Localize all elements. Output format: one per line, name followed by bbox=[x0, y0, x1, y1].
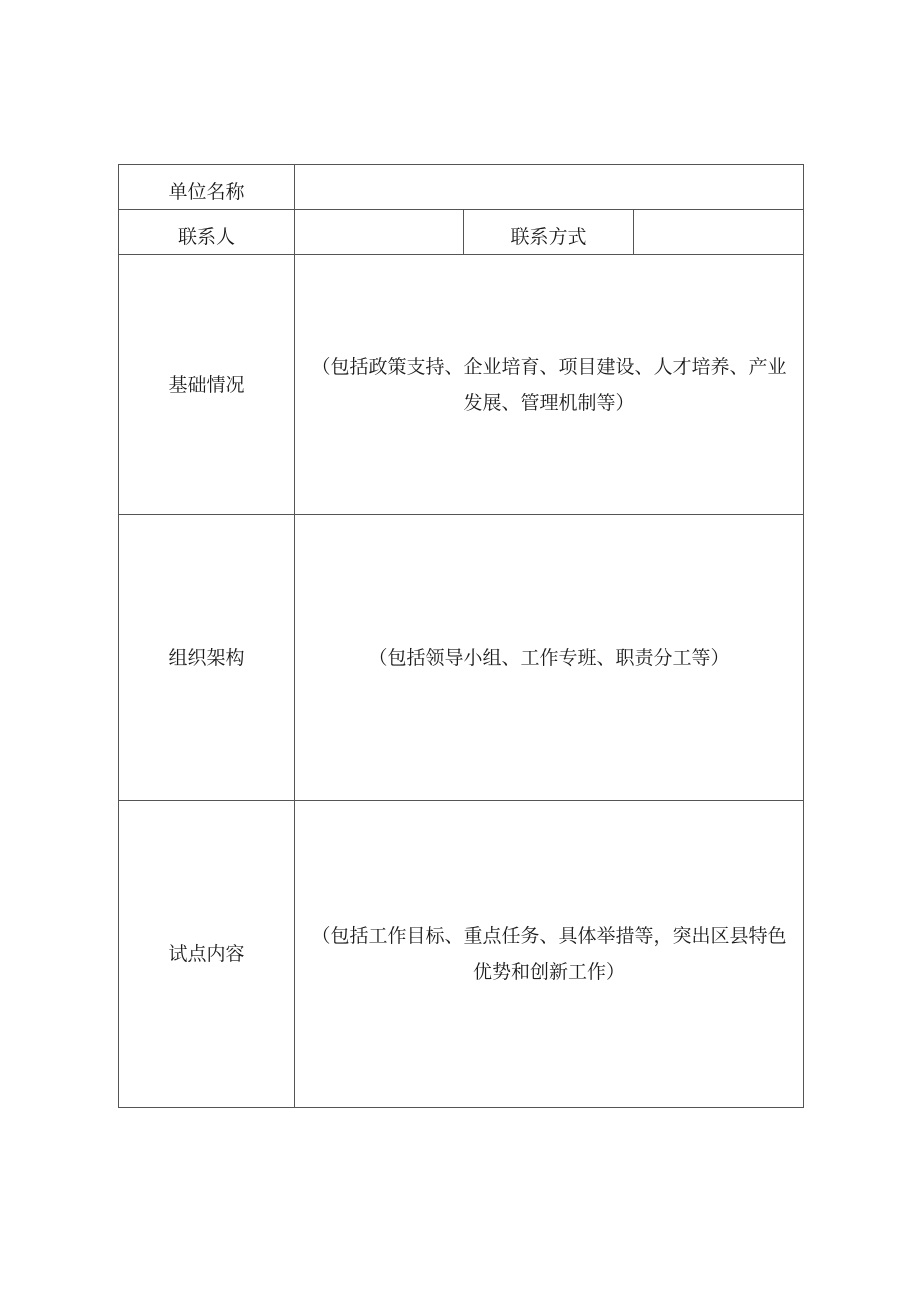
pilot-content-label-cell bbox=[119, 801, 295, 1108]
contact-person-label: 联系人 bbox=[177, 226, 235, 248]
basic-situation-field[interactable] bbox=[295, 255, 804, 515]
row-basic-situation bbox=[119, 255, 804, 515]
contact-method-label: 联系方式 bbox=[510, 226, 587, 248]
contact-person-field[interactable] bbox=[295, 210, 464, 255]
pilot-content-hint-line2: 优势和创新工作） bbox=[473, 961, 626, 983]
row-unit-name bbox=[119, 165, 804, 210]
row-pilot-content bbox=[119, 801, 804, 1108]
basic-situation-hint-line2: 发展、管理机制等） bbox=[463, 391, 635, 414]
pilot-content-label: 试点内容 bbox=[168, 943, 245, 965]
unit-name-field[interactable] bbox=[295, 165, 804, 210]
organization-label: 组织架构 bbox=[168, 646, 245, 669]
basic-situation-hint-line1: （包括政策支持、企业培育、项目建设、人才培养、产业 bbox=[311, 355, 787, 378]
row-organization bbox=[119, 515, 804, 801]
pilot-content-field[interactable] bbox=[295, 801, 804, 1108]
basic-situation-label: 基础情况 bbox=[168, 373, 245, 396]
basic-situation-label-cell bbox=[119, 255, 295, 515]
unit-name-label: 单位名称 bbox=[168, 181, 245, 203]
contact-person-label-cell bbox=[119, 210, 295, 255]
organization-field[interactable] bbox=[295, 515, 804, 801]
unit-name-label-cell bbox=[119, 165, 295, 210]
row-contact bbox=[119, 210, 804, 255]
organization-hint: （包括领导小组、工作专班、职责分工等） bbox=[368, 646, 730, 669]
organization-label-cell bbox=[119, 515, 295, 801]
contact-method-field[interactable] bbox=[634, 210, 804, 255]
pilot-content-hint-line1: （包括工作目标、重点任务、具体举措等，突出区县特色 bbox=[311, 925, 787, 947]
application-form-table bbox=[118, 164, 804, 1108]
contact-method-label-cell bbox=[464, 210, 634, 255]
